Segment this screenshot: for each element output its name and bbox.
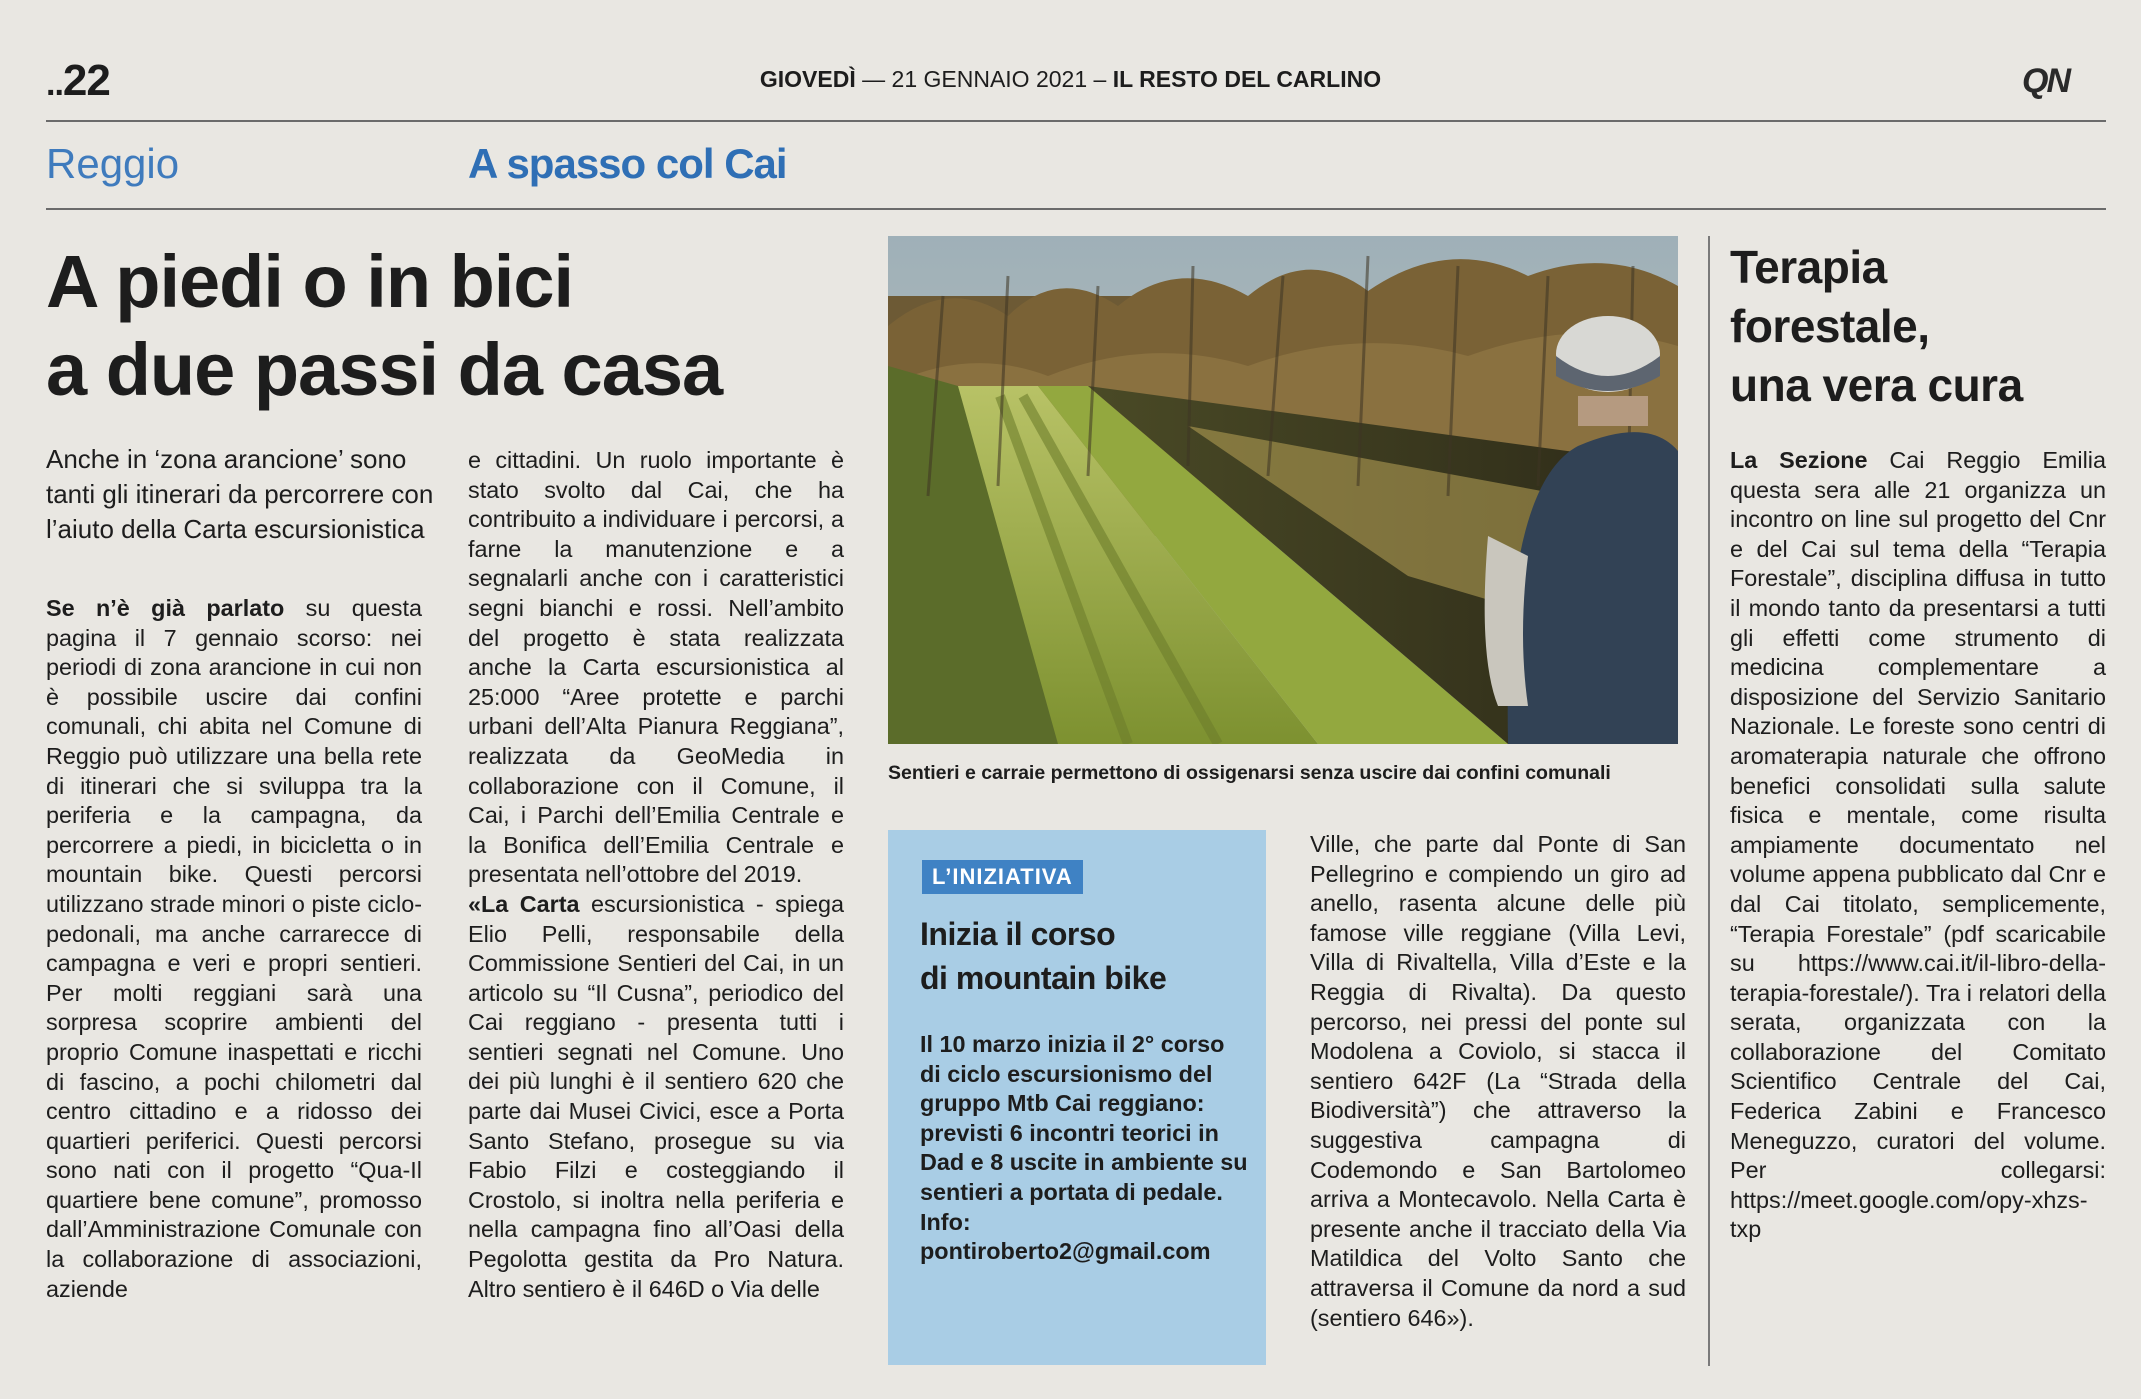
body-text: su questa pagina il 7 gennaio scorso: nei periodi di zona arancione in cui non è possibile uscire dai confini comunali, chi abita nel Comune di Reggio può utilizzare una bella rete di itinerari che si sviluppa tra la periferia e la campagna, da percorrere a piedi, in bicicletta o in mountain bike. Questi percorsi utilizzano strade minori o piste ciclo-pedonali, ma anche carrarecce di campagna e veri e propri sentieri. Per molti reggiani sarà una sorpresa scoprire ambienti del proprio Comune inaspettati e ricchi di fascino, a pochi chilometri dal centro cittadino e a ridosso dei quartieri periferici. Questi percorsi sono nati con il progetto “Qua-Il quartiere bene comune”, promosso dall’Amministrazione Comunale con la collaborazione di associazioni, aziende — [46, 595, 422, 1302]
sidebar-title — [920, 912, 1250, 1000]
sidebar-title-line: Inizia il corso — [920, 916, 1116, 952]
body-text: e cittadini. Un ruolo importante è stato svolto dal Cai, che ha contribuito a individuare i percorsi, a farne la manutenzione e a segnalarli anche con i caratteristici segni bianchi e rossi. Nell’ambito del progetto è stata realizzata anche la Carta escursionistica al 25:000 “Aree protette e parchi urbani dell’Alta Pianura Reggiana”, realizzata da GeoMedia in collaborazione con il Comune, il Cai, i Parchi dell’Emilia Centrale e la Bonifica dell’Emilia Centrale e presentata nell’ottobre del 2019. — [468, 447, 844, 888]
column-divider — [1708, 236, 1710, 1366]
article-column-1 — [46, 594, 422, 1304]
sidebar-text — [920, 1030, 1250, 1267]
side-headline-line: una vera cura — [1730, 359, 2023, 411]
side-headline-line: Terapia — [1730, 241, 1887, 293]
lead-in: «La Carta — [468, 890, 580, 917]
side-headline-line: forestale, — [1730, 300, 1930, 352]
lead-in: La Sezione — [1730, 447, 1868, 473]
body-text: escursionistica - spiega Elio Pelli, responsabile della Commissione Sentieri del Cai, in un articolo su “Il Cusna”, periodico del Cai reggiano - presenta tutti i sentieri segnati nel Comune. Uno dei più lunghi è il sentiero 620 che parte dai Musei Civici, esce a Porta Santo Stefano, prosegue su via Fabio Filzi e costeggiando il Crostolo, si inoltra nella periferia e nella campagna fino all’Oasi della Pegolotta gestita da Pro Natura. Altro sentiero è il 646D o Via delle — [468, 890, 844, 1302]
topic-label: A spasso col Cai — [468, 140, 787, 187]
lead-in: Se n’è già parlato — [46, 595, 285, 621]
photo-caption: Sentieri e carraie permettono di ossigenarsi senza uscire dai confini comunali — [888, 762, 1611, 784]
masthead-newspaper: IL RESTO DEL CARLINO — [1112, 66, 1382, 92]
headline-line: a due passi da casa — [46, 328, 723, 411]
header-rule — [46, 120, 2106, 122]
headline-line: A piedi o in bici — [46, 240, 574, 323]
masthead-date: 21 GENNAIO 2021 — [891, 66, 1088, 92]
body-text: inizia il 2° corso di ciclo escursionismo del gruppo Mtb Cai reggiano: previsti 6 incontri teorici in Dad e 8 uscite in ambiente su sentieri a portata di pedale. Info: pontiroberto2@gmail.com — [920, 1031, 1248, 1265]
photo-illustration — [888, 236, 1678, 744]
side-article-text — [1730, 446, 2106, 1245]
masthead-day: GIOVEDÌ — [759, 66, 856, 92]
masthead — [0, 66, 2141, 93]
body-text: Cai Reggio Emilia questa sera alle 21 organizza un incontro on line sul progetto del Cnr e del Cai sul tema della “Terapia Forestale”, disciplina diffusa in tutto il mondo tanto da presentarsi a tutti gli effetti come strumento di medicina complementare a disposizione del Servizio Sanitario Nazionale. Le foreste sono centri di aromaterapia naturale che offrono benefici consolidati sulla salute fisica e mentale, come risulta ampiamente documentato nel volume appena pubblicato dal Cnr e dal Cai titolato, semplicemente, “Terapia Forestale” (pdf scaricabile su https://www.cai.it/il-libro-della-terapia-forestale/). Tra i relatori della serata, organizzata con la collaborazione del Comitato Scientifico Centrale del Cai, Federica Zabini e Francesco Meneguzzo, curatori del volume. Per collegarsi: https://meet.google.com/opy-xhzs-txp — [1730, 447, 2107, 1243]
article-headline — [46, 238, 886, 414]
article-column-2 — [468, 446, 844, 1304]
masthead-dash: – — [1093, 66, 1107, 92]
page-number-value: 22 — [62, 56, 110, 105]
article-column-3 — [1310, 830, 1686, 1333]
article-subhead: Anche in ‘zona arancione’ sono tanti gli itinerari da percorrere con l’aiuto della Carta escursionistica — [46, 444, 434, 544]
section-rule — [46, 208, 2106, 210]
side-article-headline — [1730, 238, 2110, 415]
sidebar-tag: L’INIZIATIVA — [922, 860, 1083, 894]
cyclist-path-photo — [888, 236, 1678, 744]
section-label: Reggio — [46, 140, 180, 187]
page-dots: .. — [46, 65, 63, 103]
lead-in: Il 10 marzo — [920, 1031, 1041, 1057]
masthead-dash: — — [862, 66, 886, 92]
body-text: Ville, che parte dal Ponte di San Pellegrino e compiendo un giro ad anello, rasenta alcune delle più famose ville reggiane (Villa Levi, Villa di Rivaltella, Villa d’Este e la Reggia di Rivalta). Da questo percorso, nei pressi del ponte sul Modolena a Coviolo, si stacca il sentiero 642F (La “Strada della Biodiversità”) che attraverso la suggestiva campagna di Codemondo e San Bartolomeo arriva a Montecavolo. Nella Carta è presente anche il tracciato della Via Matildica del Volto Santo che attraversa il Comune da nord a sud (sentiero 646»). — [1310, 831, 1686, 1331]
sidebar-title-line: di mountain bike — [920, 960, 1167, 996]
qn-logo: QN — [2022, 62, 2069, 100]
